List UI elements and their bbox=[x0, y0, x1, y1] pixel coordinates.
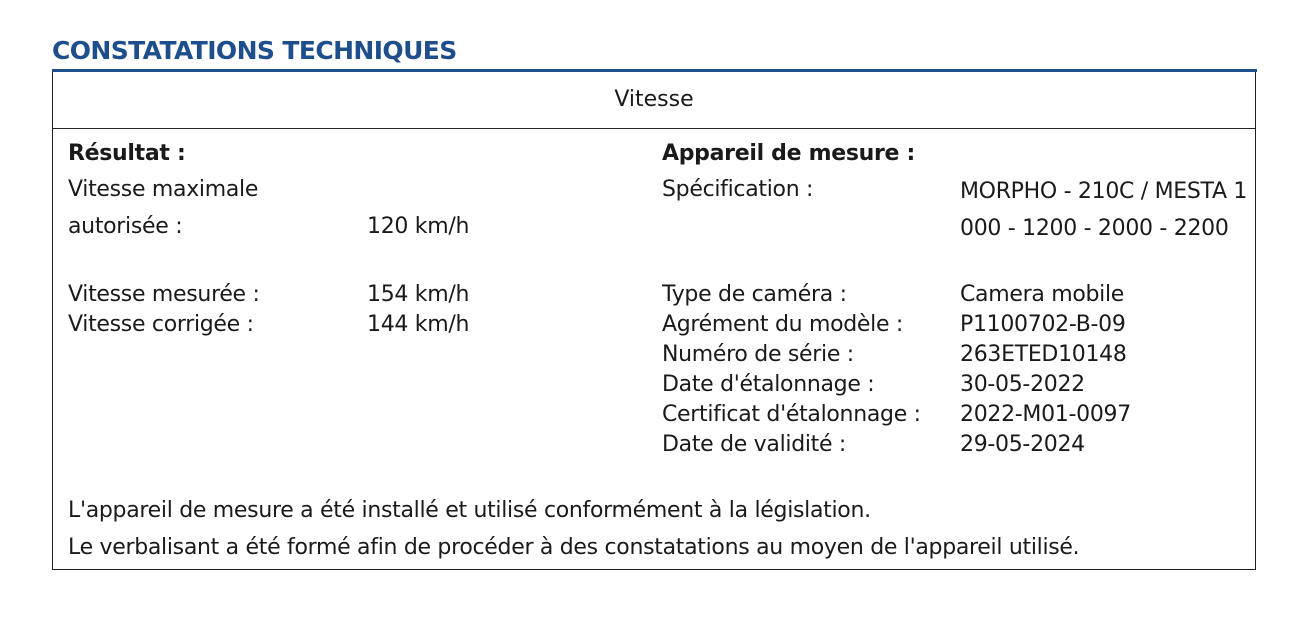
corrected-speed-label: Vitesse corrigée : bbox=[68, 312, 254, 337]
camera-type-label: Type de caméra : bbox=[662, 282, 847, 307]
max-speed-value: 120 km/h bbox=[367, 214, 470, 239]
corrected-speed-value: 144 km/h bbox=[367, 312, 470, 337]
model-approval-label: Agrément du modèle : bbox=[662, 312, 903, 337]
calibration-date-label: Date d'étalonnage : bbox=[662, 372, 875, 397]
table-header-speed: Vitesse bbox=[53, 72, 1255, 129]
calibration-certificate-value: 2022-M01-0097 bbox=[960, 402, 1131, 427]
max-speed-label-line2: autorisée : bbox=[68, 214, 183, 239]
specification-value: MORPHO - 210C / MESTA 1000 - 1200 - 2000 - 2200 bbox=[960, 179, 1248, 241]
compliance-statements bbox=[68, 492, 1079, 566]
section-title: CONSTATATIONS TECHNIQUES bbox=[52, 36, 457, 65]
measured-speed-label: Vitesse mesurée : bbox=[68, 282, 260, 307]
serial-number-value: 263ETED10148 bbox=[960, 342, 1127, 367]
calibration-date-value: 30-05-2022 bbox=[960, 372, 1085, 397]
technical-findings-table bbox=[52, 72, 1256, 570]
compliance-statement-installation: L'appareil de mesure a été installé et utilisé conformément à la législation. bbox=[68, 498, 871, 523]
result-heading: Résultat : bbox=[68, 141, 186, 166]
model-approval-value: P1100702-B-09 bbox=[960, 312, 1126, 337]
validity-date-label: Date de validité : bbox=[662, 432, 847, 457]
max-speed-label-line1: Vitesse maximale bbox=[68, 177, 259, 202]
compliance-statement-training: Le verbalisant a été formé afin de procéder à des constatations au moyen de l'appareil utilisé. bbox=[68, 535, 1080, 560]
specification-label: Spécification : bbox=[662, 177, 814, 202]
serial-number-label: Numéro de série : bbox=[662, 342, 854, 367]
device-heading: Appareil de mesure : bbox=[662, 141, 916, 166]
measured-speed-value: 154 km/h bbox=[367, 282, 470, 307]
calibration-certificate-label: Certificat d'étalonnage : bbox=[662, 402, 921, 427]
validity-date-value: 29-05-2024 bbox=[960, 432, 1085, 457]
camera-type-value: Camera mobile bbox=[960, 282, 1125, 307]
